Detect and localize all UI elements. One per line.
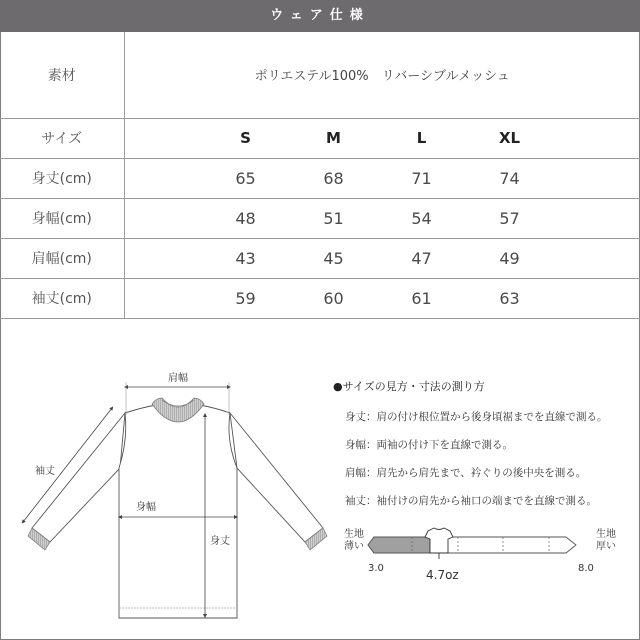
body-width-label: 身幅: [136, 502, 156, 513]
cell: 63: [499, 288, 520, 308]
size-header-cells: [124, 118, 640, 158]
size-l: L: [416, 129, 427, 147]
guide-item-body-width: 身幅：両袖の付け下を直線で測る。: [345, 439, 513, 451]
guide-item-sleeve-length: 袖丈：袖付けの肩先から袖口の端までを直線で測る。: [345, 495, 597, 507]
row-label: 身幅(cm): [0, 198, 124, 238]
size-xl: XL: [498, 129, 521, 147]
cell: 68: [323, 168, 344, 188]
measurement-guide: [333, 378, 633, 520]
page-title: ウェア仕様: [0, 0, 640, 32]
cell: 60: [323, 288, 344, 308]
table-row: [0, 158, 640, 198]
table-row: [0, 238, 640, 278]
row-values: [124, 158, 640, 198]
cell: 51: [323, 208, 344, 228]
cell: 45: [323, 248, 344, 268]
weight-value: 4.7oz: [426, 568, 459, 582]
weight-max: 8.0: [578, 563, 594, 574]
size-header-row: [0, 118, 640, 158]
cell: 71: [411, 168, 432, 188]
table-row: [0, 198, 640, 238]
cell: 54: [411, 208, 432, 228]
material-text: ポリエステル100% リバーシブルメッシュ: [254, 69, 510, 85]
cell: 48: [235, 208, 256, 228]
fabric-weight-scale: [330, 515, 640, 585]
shoulder-width-label: 肩幅: [168, 373, 188, 384]
size-header-label: サイズ: [0, 118, 124, 158]
weight-min: 3.0: [368, 563, 384, 574]
sleeve-length-label: 袖丈: [35, 466, 55, 477]
material-label: 素材: [0, 32, 124, 118]
cell: 59: [235, 288, 256, 308]
weight-bar: [366, 527, 592, 561]
row-label: 身丈(cm): [0, 158, 124, 198]
size-s: S: [240, 129, 251, 147]
row-values: [124, 238, 640, 278]
shirt-outline-icon: [32, 405, 323, 618]
body-length-label: 身丈: [210, 536, 230, 547]
measurement-section: [0, 320, 640, 640]
thin-label-2: 薄い: [344, 541, 364, 552]
cell: 65: [235, 168, 256, 188]
cell: 57: [499, 208, 520, 228]
table-row: [0, 278, 640, 318]
thin-label-1: 生地: [344, 529, 364, 540]
guide-item-shoulder-width: 肩幅：肩先から肩先まで、衿ぐりの後中央を測る。: [345, 467, 587, 479]
cell: 43: [235, 248, 256, 268]
row-values: [124, 198, 640, 238]
cell: 49: [499, 248, 520, 268]
thick-label-1: 生地: [596, 529, 616, 540]
row-label: 肩幅(cm): [0, 238, 124, 278]
cell: 61: [411, 288, 432, 308]
thick-label-2: 厚い: [596, 541, 616, 552]
material-value: [124, 32, 640, 118]
cell: 74: [499, 168, 520, 188]
shirt-measurement-diagram: [0, 360, 330, 620]
guide-item-body-length: 身丈：肩の付け根位置から後身頃裾までを直線で測る。: [345, 411, 608, 423]
guide-title: ●サイズの見方・寸法の測り方: [333, 380, 485, 393]
spec-table: [0, 32, 640, 319]
material-row: [0, 32, 640, 118]
row-values: [124, 278, 640, 318]
cell: 47: [411, 248, 432, 268]
row-label: 袖丈(cm): [0, 278, 124, 318]
size-m: M: [326, 129, 341, 147]
